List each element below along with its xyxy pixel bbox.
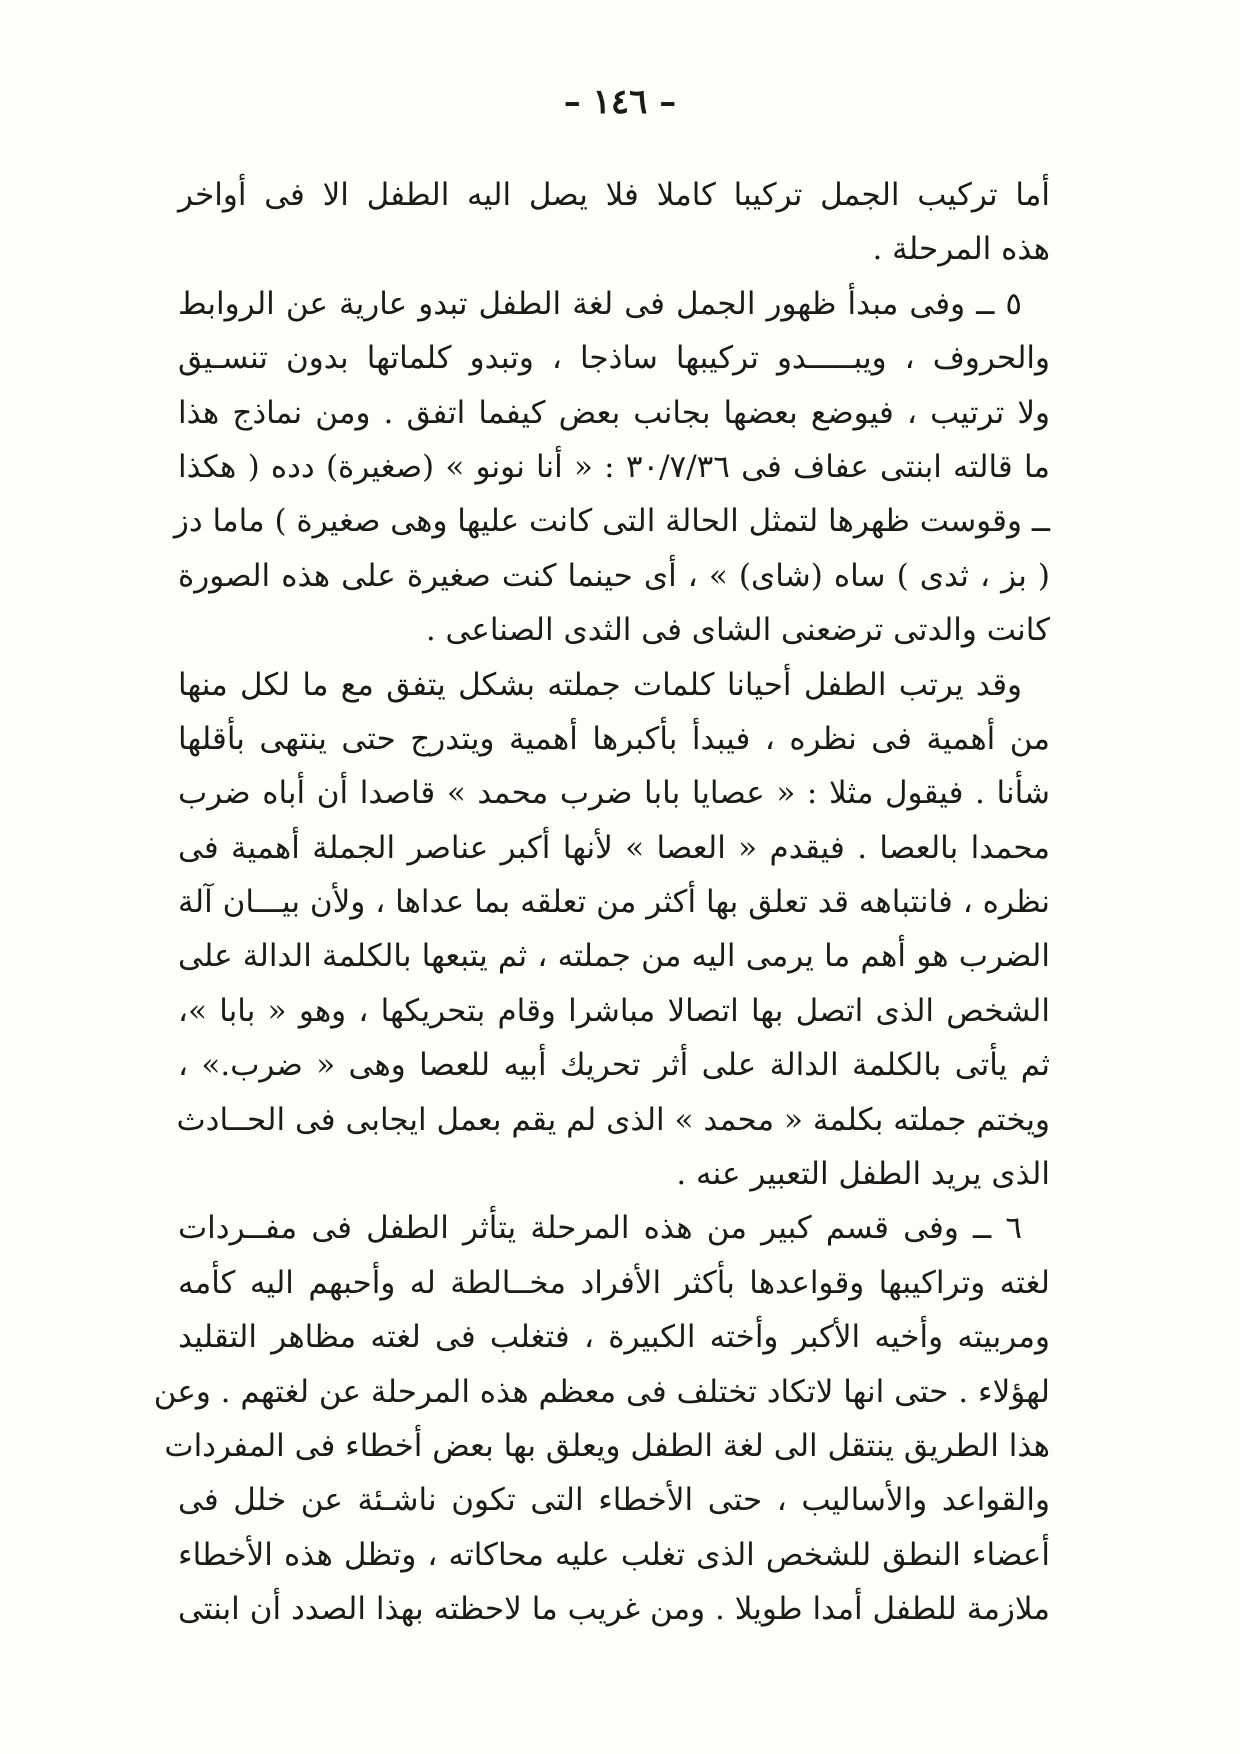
text-line: والحروف ، ويبـــــدو تركيبها ساذجا ، وتبدو كلماتها بدون تنسـيق [178, 340, 1050, 377]
text-line: ما قالته ابنتى عفاف فى ٣٠/٧/٣٦ : « أنا نونو » (صغيرة) دده ( هكذا [178, 448, 1050, 485]
paragraph-3 [178, 658, 1050, 1202]
text-line: أعضاء النطق للشخص الذى تغلب عليه محاكاته ، وتظل هذه الأخطاء [178, 1536, 1050, 1573]
text-line: وقد يرتب الطفل أحيانا كلمات جملته بشكل يتفق مع ما لكل منها [178, 666, 1022, 703]
text-line: محمدا بالعصا . فيقدم « العصا » لأنها أكبر عناصر الجملة أهمية فى [178, 829, 1050, 866]
text-line: ــ وقوست ظهرها لتمثل الحالة التى كانت عليها وهى صغيرة ) ماما دز [173, 503, 1050, 540]
text-line: أما تركيب الجمل تركيبا كاملا فلا يصل اليه الطفل الا فى أواخر [178, 177, 1050, 213]
text-line: نظره ، فانتباهه قد تعلق بها أكثر من تعلقه بما عداها ، ولأن بيـــان آلة [178, 884, 1050, 921]
text-line: شأنا . فيقول مثلا : « عصايا بابا ضرب محمد » قاصدا أن أباه ضرب [178, 775, 1050, 812]
paragraph-1 [178, 168, 1050, 277]
paragraph-2 [173, 277, 1050, 658]
text-line: ويختم جملته بكلمة « محمد » الذى لم يقم بعمل ايجابى فى الحــادث [176, 1101, 1050, 1138]
text-line: ثم يأتى بالكلمة الدالة على أثر تحريك أبيه للعصا وهى « ضرب.» ، [178, 1047, 1050, 1084]
text-line: من أهمية فى نظره ، فيبدأ بأكبرها أهمية ويتدرج حتى ينتهى بأقلها [178, 720, 1050, 757]
text-line: لغته وتراكيبها وقواعدها بأكثر الأفراد مخــالطة له وأحبهم اليه كأمه [178, 1264, 1050, 1301]
text-line: ٥ ــ وفى مبدأ ظهور الجمل فى لغة الطفل تبدو عارية عن الروابط [178, 285, 1022, 322]
text-line: كانت والدتى ترضعنى الشاى فى الثدى الصناعى . [425, 612, 1050, 649]
text-line: ٦ ــ وفى قسم كبير من هذه المرحلة يتأثر الطفل فى مفــردات [178, 1210, 1022, 1247]
text-line: هذا الطريق ينتقل الى لغة الطفل ويعلق بها بعض أخطاء فى المفردات [164, 1427, 1050, 1464]
text-line: الذى يريد الطفل التعبير عنه . [676, 1156, 1050, 1193]
page-number: – ١٤٦ – [563, 82, 677, 122]
text-line: لهؤلاء . حتى انها لاتكاد تختلف فى معظم هذه المرحلة عن لغتهم . وعن [153, 1373, 1050, 1410]
text-line: الشخص الذى اتصل بها اتصالا مباشرا وقام بتحريكها ، وهو « بابا »، [178, 992, 1050, 1029]
text-line: ( بز ، ثدى ) ساه (شاى) » ، أى حينما كنت صغيرة على هذه الصورة [178, 557, 1050, 594]
text-line: ملازمة للطفل أمدا طويلا . ومن غريب ما لاحظته بهذا الصدد أن ابنتى [178, 1591, 1050, 1628]
text-line: ولا ترتيب ، فيوضع بعضها بجانب بعض كيفما اتفق . ومن نماذج هذا [178, 394, 1050, 431]
text-line: ومربيته وأخيه الأكبر وأخته الكبيرة ، فتغلب فى لغته مظاهر التقليد [178, 1319, 1050, 1356]
text-line: هذه المرحلة . [872, 231, 1050, 268]
body-text [153, 168, 1050, 1637]
paragraph-4 [153, 1201, 1050, 1636]
text-line: الضرب هو أهم ما يرمى اليه من جملته ، ثم يتبعها بالكلمة الدالة على [178, 938, 1050, 975]
text-line: والقواعد والأساليب ، حتى الأخطاء التى تكون ناشـئة عن خلل فى [178, 1482, 1050, 1519]
